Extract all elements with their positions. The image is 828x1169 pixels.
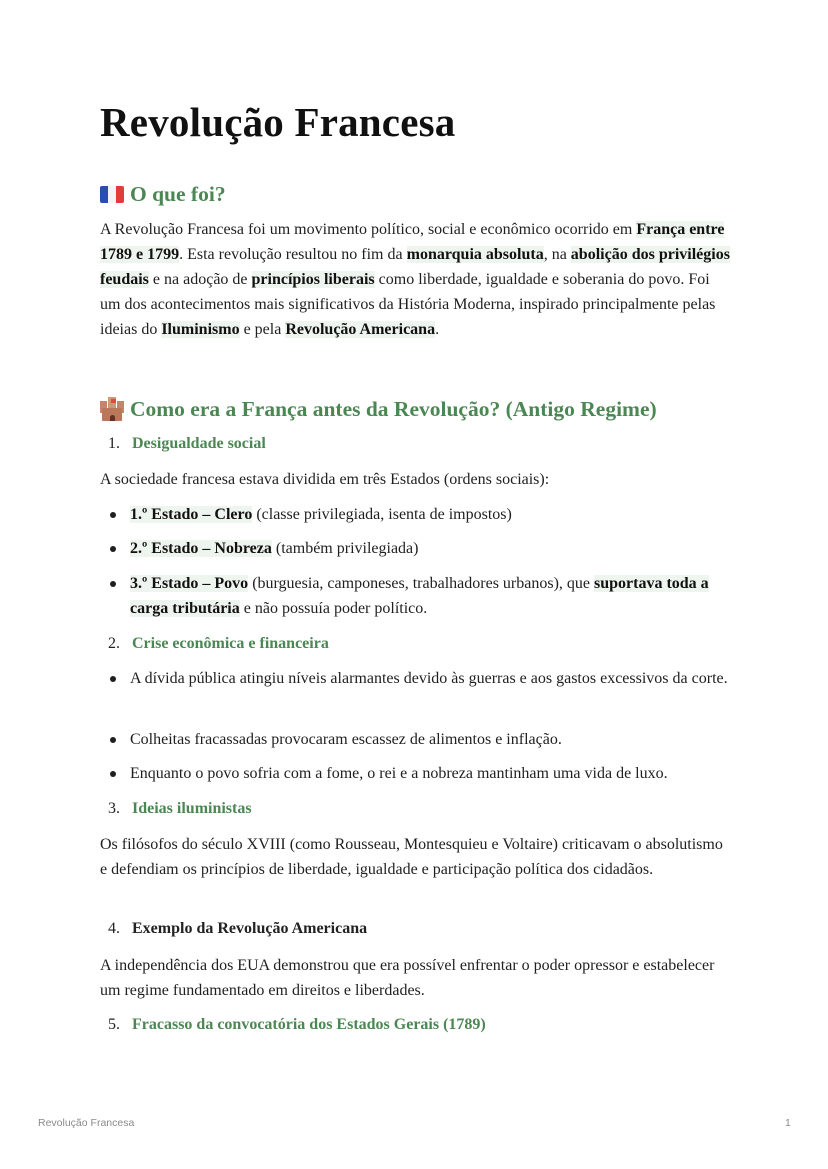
- list-item-desigualdade: 1. Desigualdade social: [108, 435, 266, 452]
- bullet-nobreza: 2.º Estado – Nobreza (também privilegiada): [130, 536, 730, 561]
- section-heading-text: Como era a França antes da Revolução? (Antigo Regime): [130, 397, 657, 421]
- iluministas-paragraph: Os filósofos do século XVIII (como Rousseau, Montesquieu e Voltaire) criticavam o absolutismo e defendiam os princípios de liberdade, igualdade e participação política dos cidadãos.: [100, 836, 723, 878]
- bullet-divida: A dívida pública atingiu níveis alarmantes devido às guerras e aos gastos excessivos da corte.: [130, 666, 730, 691]
- list-item-revolucao-americana: 4. Exemplo da Revolução Americana: [108, 920, 368, 937]
- section-heading-text: O que foi?: [130, 182, 226, 206]
- list-item-estados-gerais: 5. Fracasso da convocatória dos Estados Gerais (1789): [108, 1016, 486, 1033]
- castle-icon: [100, 399, 124, 421]
- intro-paragraph: A Revolução Francesa foi um movimento político, social e econômico ocorrido em França entre 1789 e 1799. Esta revolução resultou no fim da monarquia absoluta, na abolição dos privilégios feudais e na adoção de princípios liberais como liberdade, igualdade e soberania do povo. Foi um dos acontecimentos mais significativos da História Moderna, inspirado principalmente pelas ideias do Iluminismo e pela Revolução Americana.: [100, 221, 730, 338]
- bullet-clero: 1.º Estado – Clero (classe privilegiada, isenta de impostos): [130, 502, 730, 527]
- bullet-luxo: Enquanto o povo sofria com a fome, o rei e a nobreza mantinham uma vida de luxo.: [130, 761, 730, 786]
- section-heading-antigo-regime: [100, 397, 657, 422]
- bullet-povo: 3.º Estado – Povo (burguesia, camponeses, trabalhadores urbanos), que suportava toda a carga tributária e não possuía poder político.: [130, 571, 730, 621]
- list-item-crise: 2. Crise econômica e financeira: [108, 635, 329, 652]
- page-title: Revolução Francesa: [100, 99, 456, 145]
- list-item-iluministas: 3. Ideias iluministas: [108, 800, 252, 817]
- bullet-colheitas: Colheitas fracassadas provocaram escassez de alimentos e inflação.: [130, 727, 730, 752]
- section-heading-o-que-foi: [100, 182, 226, 207]
- estados-intro: A sociedade francesa estava dividida em três Estados (ordens sociais):: [100, 471, 550, 488]
- americana-paragraph: A independência dos EUA demonstrou que era possível enfrentar o poder opressor e estabelecer um regime fundamentado em direitos e liberdades.: [100, 957, 715, 999]
- france-flag-icon: [100, 186, 124, 203]
- footer-page-number: 1: [785, 1117, 791, 1129]
- footer-title: Revolução Francesa: [38, 1117, 135, 1129]
